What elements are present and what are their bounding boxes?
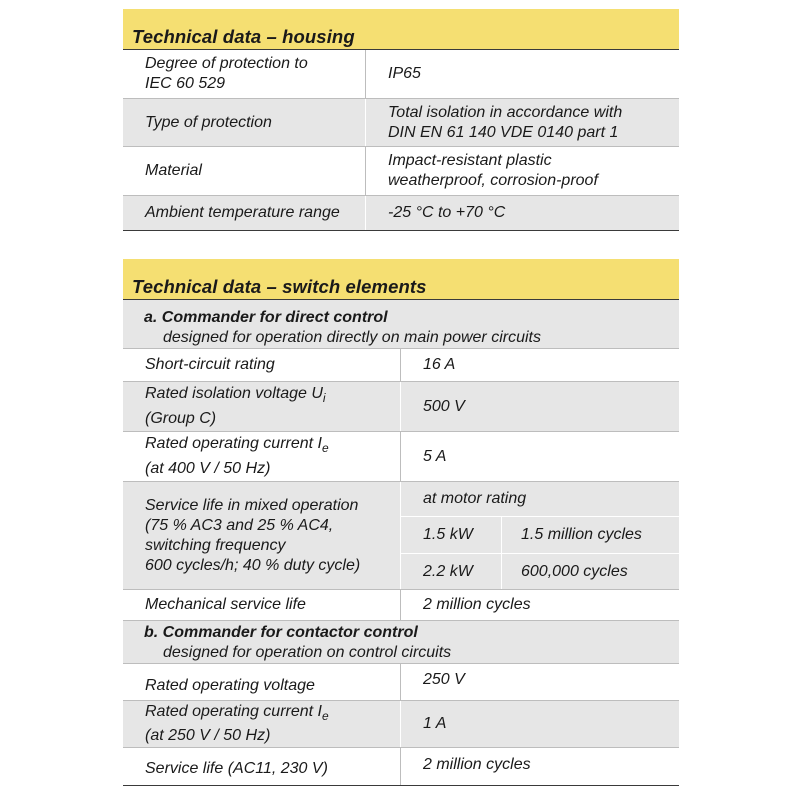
switch-table (123, 259, 679, 786)
row-value: 1 A (423, 715, 447, 732)
label-line: (at 250 V / 50 Hz) (145, 727, 271, 745)
row-value (388, 147, 598, 195)
value-line: Impact-resistant plastic (388, 152, 552, 169)
row-label: Short-circuit rating (145, 356, 275, 373)
rating-kw: 1.5 kW (423, 526, 473, 543)
rating-kw: 2.2 kW (423, 563, 473, 580)
row-label: Ambient temperature range (145, 204, 340, 221)
table-row (123, 382, 679, 432)
switch-title: Technical data – switch elements (132, 276, 427, 297)
label-line: Service life in mixed operation (145, 496, 359, 514)
housing-title: Technical data – housing (132, 26, 355, 47)
row-value: 2 million cycles (423, 755, 531, 773)
value-line: DIN EN 61 140 VDE 0140 part 1 (388, 123, 619, 141)
row-label (123, 50, 308, 98)
label-line: (75 % AC3 and 25 % AC4, (145, 516, 334, 534)
section-b-header (123, 621, 679, 664)
row-label: Type of protection (145, 113, 272, 131)
row-value (388, 99, 622, 146)
table-row (123, 147, 679, 196)
section-b-title: b. Commander for contactor control (144, 624, 418, 641)
section-b-desc: designed for operation on control circuits (163, 644, 452, 661)
row-value: 500 V (423, 397, 465, 415)
label-line: switching frequency (145, 536, 286, 554)
row-value: 250 V (423, 671, 465, 688)
rating-cycles: 1.5 million cycles (521, 526, 642, 543)
value-line: weatherproof, corrosion-proof (388, 172, 598, 189)
row-label (123, 432, 329, 481)
section-a-desc: designed for operation directly on main power circuits (163, 329, 541, 346)
motor-rating-heading: at motor rating (423, 490, 527, 507)
switch-header (123, 259, 679, 300)
table-row (123, 664, 679, 701)
value-line: Total isolation in accordance with (388, 103, 623, 121)
row-label: Service life (AC11, 230 V) (145, 759, 328, 777)
row-label: Mechanical service life (145, 596, 306, 613)
table-row (123, 349, 679, 382)
table-row (123, 99, 679, 147)
table-row (123, 432, 679, 482)
row-value: 5 A (423, 447, 447, 465)
row-label: Rated operating voltage (145, 677, 315, 694)
table-row (123, 748, 679, 786)
section-a-title: a. Commander for direct control (144, 309, 388, 326)
row-value: IP65 (388, 65, 421, 82)
row-value: -25 °C to +70 °C (388, 204, 506, 221)
housing-header (123, 9, 679, 50)
table-row (123, 590, 679, 621)
table-row (123, 50, 679, 99)
label-line: (Group C) (145, 409, 217, 427)
label-line: Rated operating current $I_e$ (145, 702, 329, 724)
label-line: IEC 60 529 (145, 75, 226, 92)
row-value: 16 A (423, 356, 456, 373)
table-row (123, 701, 679, 748)
table-row (123, 196, 679, 231)
section-a-header (123, 300, 679, 349)
label-line: Rated operating current $I_e$ (145, 435, 329, 456)
rating-cycles: 600,000 cycles (521, 563, 628, 580)
label-line: Rated isolation voltage $U_i$ (145, 385, 326, 406)
label-line: 600 cycles/h; 40 % duty cycle) (145, 556, 361, 574)
row-label (123, 701, 329, 747)
row-label (123, 382, 326, 431)
table-row (123, 482, 679, 590)
row-label (123, 482, 360, 589)
row-value: 2 million cycles (423, 596, 531, 613)
housing-table (123, 9, 679, 231)
row-label: Material (145, 162, 202, 179)
label-line: (at 400 V / 50 Hz) (145, 459, 271, 477)
label-line: Degree of protection to (145, 55, 308, 72)
